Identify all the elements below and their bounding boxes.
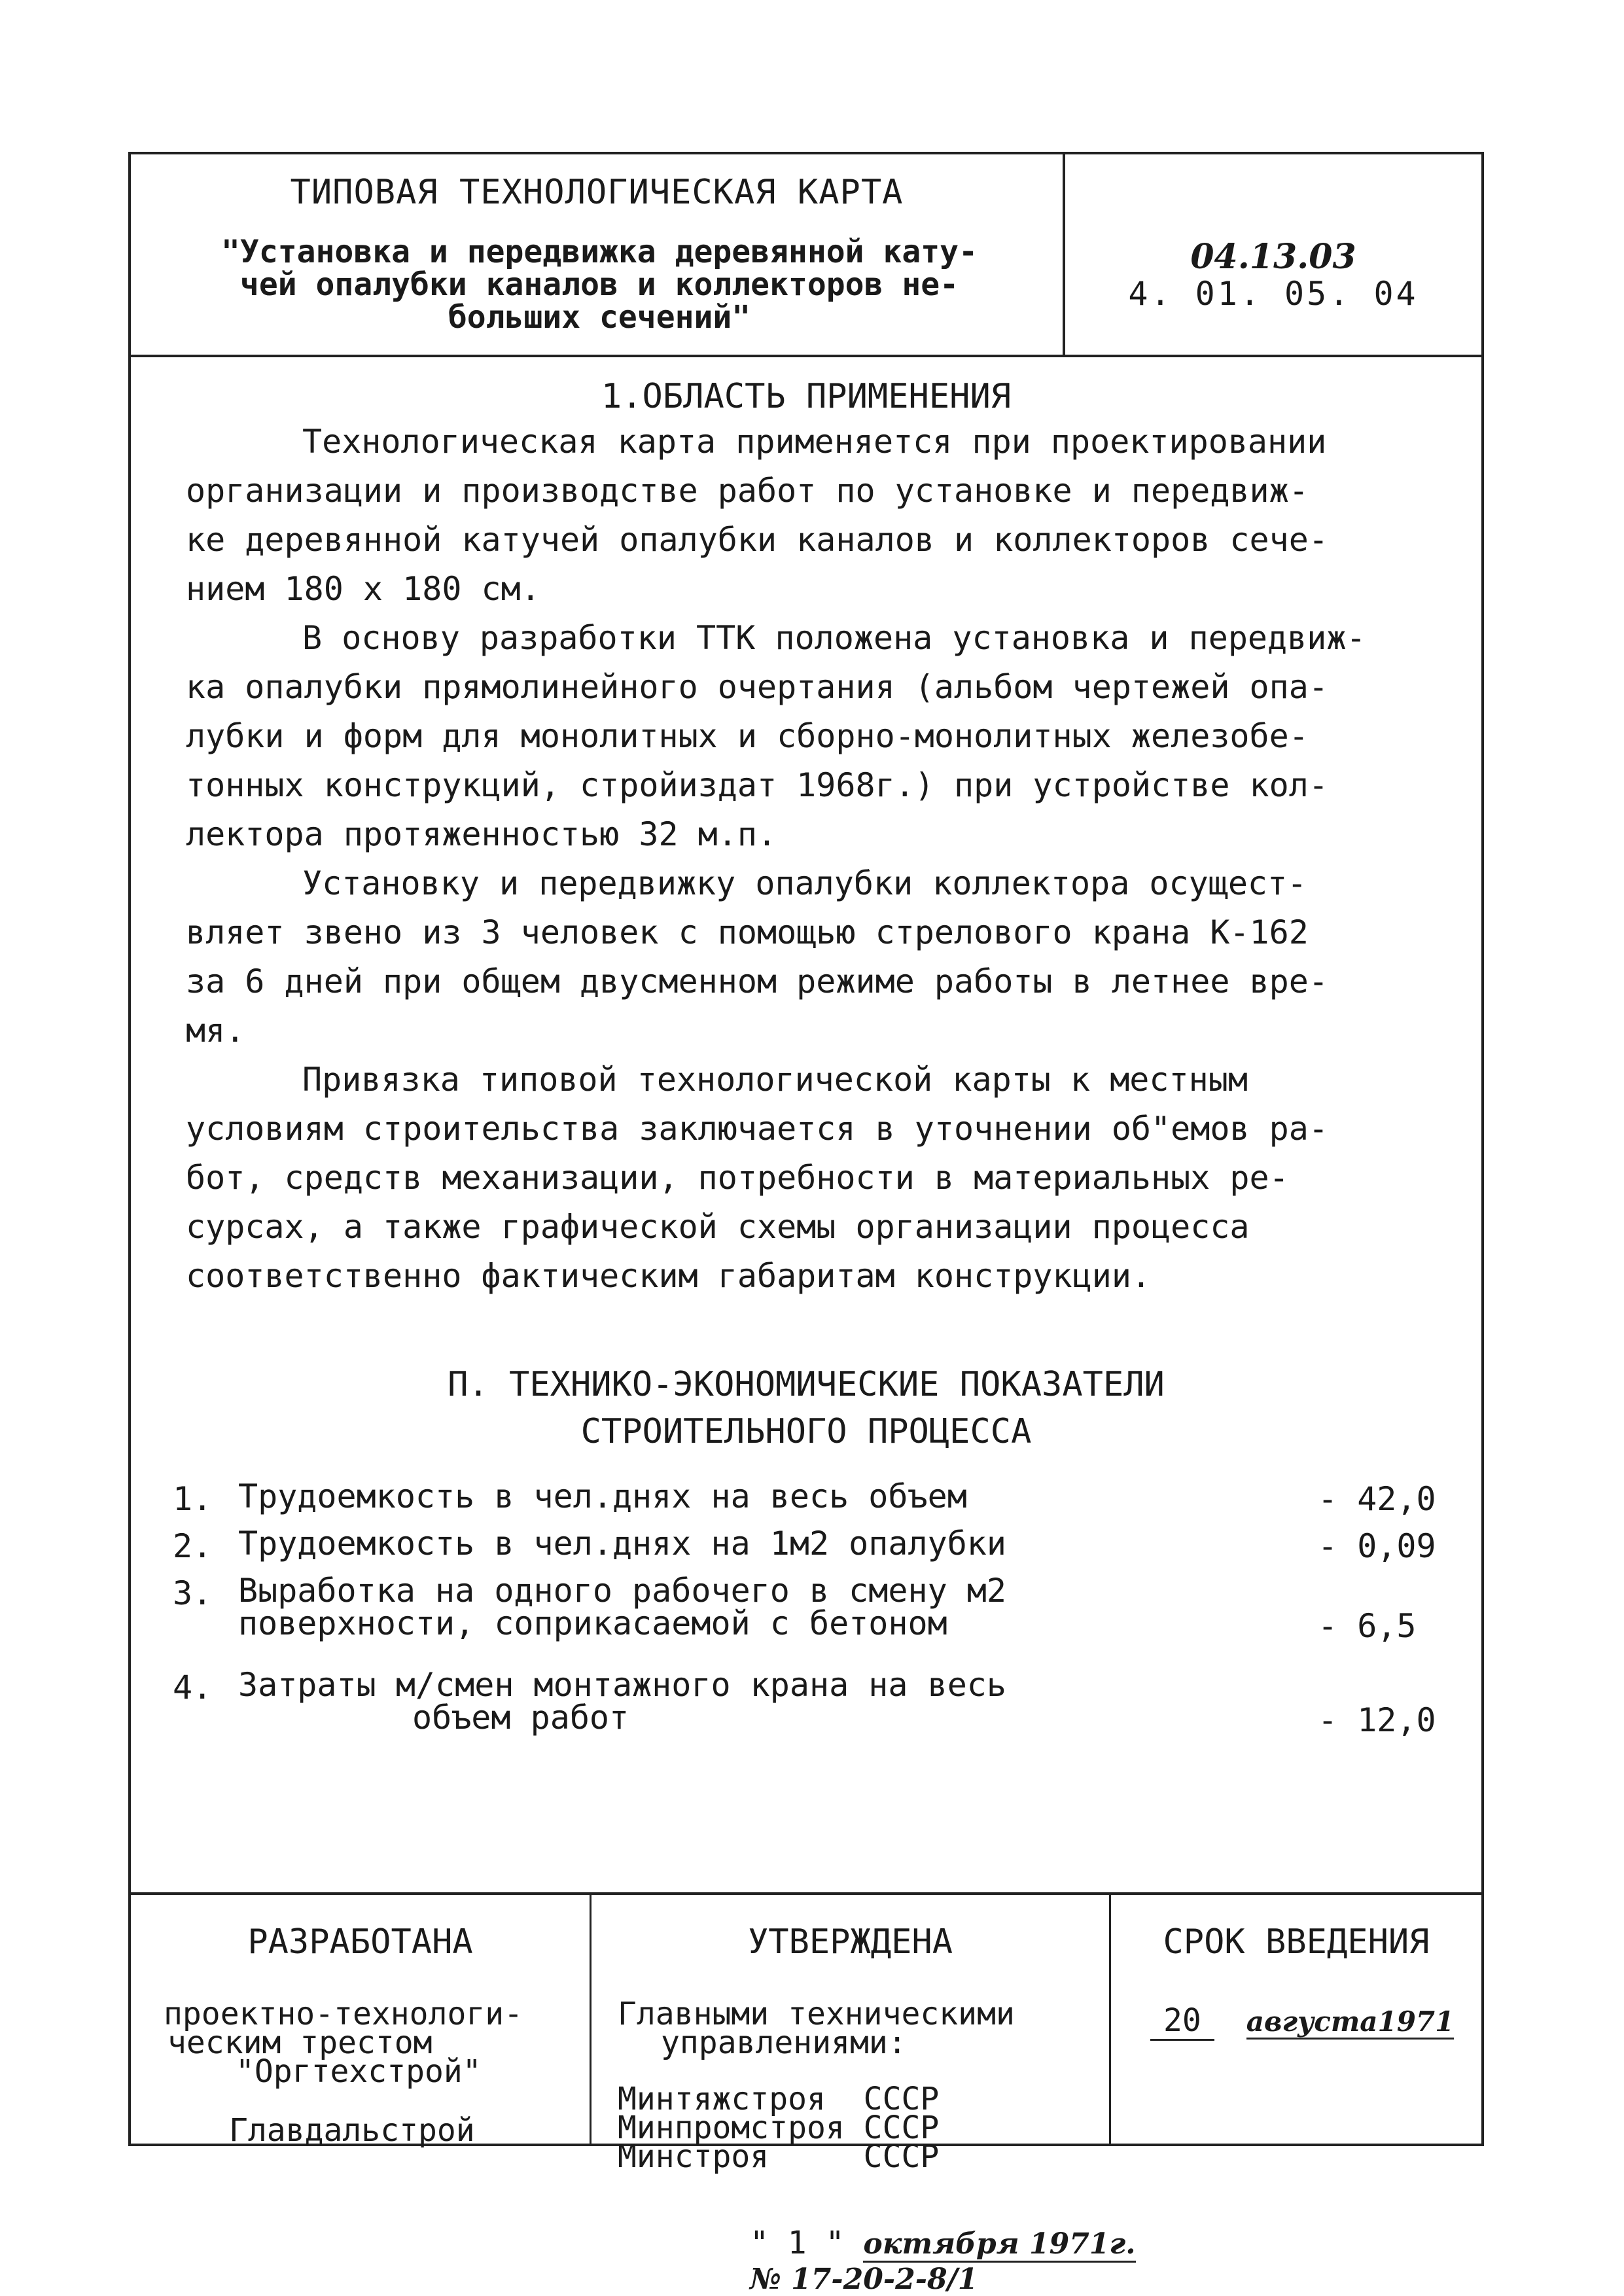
- indicator-label-line: объем работ: [412, 1699, 629, 1737]
- document-code: 4. 01. 05. 04: [1128, 275, 1419, 313]
- indicator-number: 3.: [173, 1574, 213, 1612]
- document-frame: [128, 152, 1484, 2296]
- effective-month-year: августа1971: [1246, 2005, 1455, 2040]
- paragraph-line: Установку и передвижку опалубки коллектора осущест-: [302, 864, 1307, 902]
- developed-by-cell: [131, 1895, 591, 2149]
- paragraph-line: сурсах, а также графической схемы организации процесса: [186, 1208, 1250, 1246]
- indicator-number: 1.: [173, 1480, 213, 1518]
- approved-by-line: Главными техническими: [618, 1996, 1015, 2032]
- approval-date-day: " 1 ": [750, 2225, 845, 2261]
- section-2-title-line-1: П. ТЕХНИКО-ЭКОНОМИЧЕСКИЕ ПОКАЗАТЕЛИ: [448, 1365, 1165, 1404]
- paragraph-line: вляет звено из 3 человек с помощью стрелового крана К-162: [186, 913, 1309, 951]
- indicator-label-line: Затраты м/смен монтажного крана на весь: [238, 1666, 1006, 1704]
- document-header: [131, 154, 1481, 357]
- header-title-cell: [131, 154, 1065, 355]
- effective-date-heading: СРОК ВВЕДЕНИЯ: [1163, 1922, 1430, 1962]
- paragraph-crew: [186, 859, 1429, 1055]
- paragraph-basis: [186, 614, 1429, 859]
- document-type-title: ТИПОВАЯ ТЕХНОЛОГИЧЕСКАЯ КАРТА: [290, 173, 904, 212]
- approval-block: [131, 1892, 1481, 2175]
- effective-date-cell: [1111, 1895, 1481, 2146]
- indicator-label: [238, 1666, 1220, 1737]
- document-name-line: чей опалубки каналов и коллекторов не-: [239, 266, 959, 303]
- approved-by-heading: УТВЕРЖДЕНА: [747, 1922, 953, 1962]
- indicator-label: [238, 1477, 1220, 1515]
- indicator-label-line: Трудоемкость в чел.днях на 1м2 опалубки: [238, 1525, 1006, 1563]
- ministry-line: Минстроя СССР: [618, 2138, 940, 2175]
- paragraph-line: бот, средств механизации, потребности в материальных ре-: [186, 1159, 1289, 1197]
- indicator-value: - 42,0: [1318, 1480, 1436, 1518]
- paragraph-line: мя.: [186, 1012, 245, 1050]
- paragraph-line: лубки и форм для монолитных и сборно-монолитных железобе-: [186, 717, 1309, 755]
- paragraph-line: нием 180 х 180 см.: [186, 570, 540, 608]
- document-name-line: "Установка и передвижка деревянной кату-: [221, 234, 978, 270]
- effective-date: [1150, 2002, 1455, 2039]
- paragraph-line: условиям строительства заключается в уточнении об"емов ра-: [186, 1110, 1328, 1148]
- handwritten-code: 04.13.03: [1190, 237, 1356, 277]
- indicator-value: - 12,0: [1318, 1701, 1436, 1739]
- ministry-line: Минпромстроя СССР: [618, 2110, 940, 2146]
- ministries-list: [618, 2081, 940, 2175]
- section-2-title-line-2: СТРОИТЕЛЬНОГО ПРОЦЕССА: [580, 1412, 1032, 1451]
- approval-date-rest: октября 1971г.: [863, 2227, 1135, 2263]
- section-1-title: 1.ОБЛАСТЬ ПРИМЕНЕНИЯ: [601, 377, 1012, 416]
- paragraph-line: Привязка типовой технологической карты к местным: [302, 1061, 1248, 1099]
- document-name: [149, 236, 1050, 334]
- indicator-label-line: Трудоемкость в чел.днях на весь объем: [238, 1477, 967, 1515]
- developed-by-line: "Оргтехстрой": [236, 2053, 482, 2090]
- indicator-label-line: поверхности, соприкасаемой с бетоном: [238, 1604, 947, 1642]
- paragraph-line: ка опалубки прямолинейного очертания (альбом чертежей опа-: [186, 668, 1328, 706]
- developer-organization: Главдальстрой: [229, 2112, 475, 2149]
- paragraph-line: Технологическая карта применяется при проектировании: [302, 423, 1327, 461]
- header-code-cell: [1065, 154, 1481, 355]
- indicator-label: [238, 1525, 1220, 1563]
- indicator-label-line: Выработка на одного рабочего в смену м2: [238, 1572, 1006, 1610]
- paragraph-line: соответственно фактическим габаритам конструкции.: [186, 1257, 1152, 1295]
- paragraph-line: ке деревянной катучей опалубки каналов и коллекторов сече-: [186, 521, 1328, 559]
- paragraph-line: за 6 дней при общем двусменном режиме работы в летнее вре-: [186, 963, 1328, 1000]
- paragraph-line: организации и производстве работ по установке и передвиж-: [186, 472, 1309, 510]
- document-body: [131, 357, 1481, 1892]
- approved-by-line: управлениями:: [661, 2024, 907, 2061]
- developed-by-text: [164, 1996, 523, 2090]
- paragraph-line: лектора протяженностью 32 м.п.: [186, 815, 777, 853]
- approval-number: № 17-20-2-8/1: [750, 2263, 978, 2296]
- ministry-line: Минтяжстроя СССР: [618, 2081, 940, 2117]
- indicator-label: [238, 1574, 1220, 1640]
- indicator-value: - 0,09: [1318, 1527, 1436, 1565]
- developed-by-line: ческим трестом: [168, 2024, 432, 2061]
- indicator-number: 4.: [173, 1669, 213, 1706]
- document-name-line: больших сечений": [448, 299, 751, 336]
- indicator-number: 2.: [173, 1527, 213, 1565]
- indicator-value: - 6,5: [1318, 1607, 1417, 1645]
- approval-date: [750, 2225, 1136, 2261]
- paragraph-scope: [186, 417, 1429, 614]
- paragraph-line: тонных конструкций, стройиздат 1968г.) при устройстве кол-: [186, 766, 1328, 804]
- paragraph-line: В основу разработки ТТК положена установка и передвиж-: [302, 619, 1366, 657]
- developed-by-line: проектно-технологи-: [164, 1996, 523, 2032]
- paragraph-binding: [186, 1055, 1429, 1301]
- effective-day: 20: [1150, 2002, 1214, 2041]
- approved-by-text: [618, 1996, 1015, 2061]
- developed-by-heading: РАЗРАБОТАНА: [247, 1922, 473, 1962]
- approved-by-cell: [591, 1895, 1111, 2175]
